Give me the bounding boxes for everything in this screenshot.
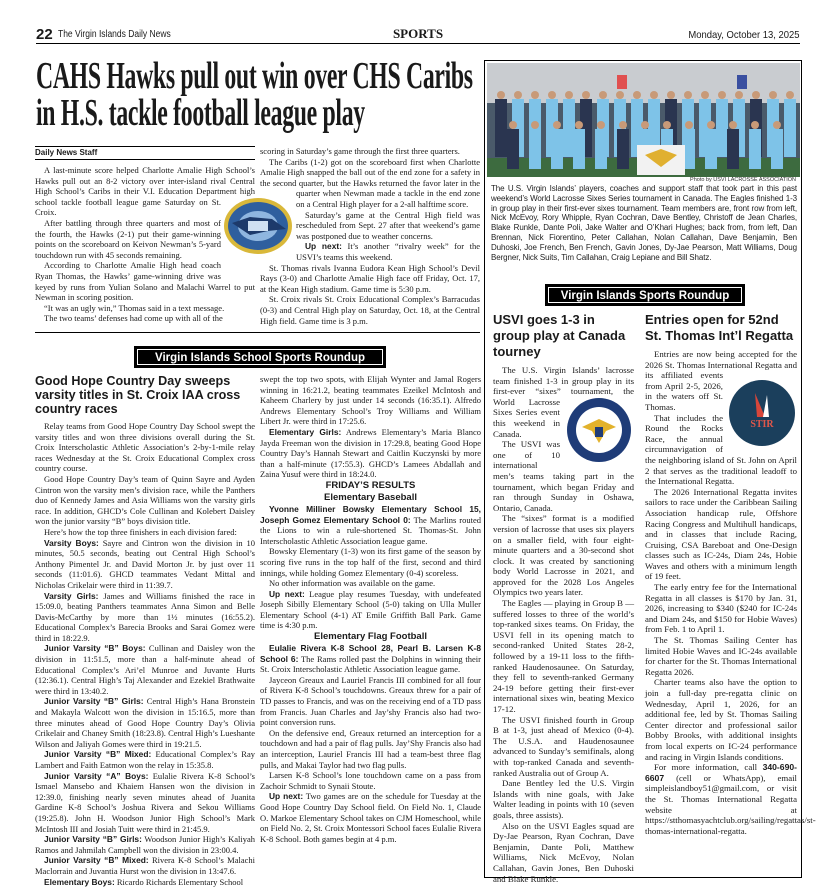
paragraph-text: “It was an ugly win,” Thomas said in a text message. [44,302,225,313]
regatta-story [645,312,816,874]
paragraph [645,677,797,762]
lead-in: Junior Varsity “B” Boys: [44,643,146,654]
lead-in: Varsity Girls: [44,590,99,601]
school-sports-roundup-banner: Virgin Islands School Sports Roundup [134,346,386,368]
paragraph [260,427,481,480]
person-head [729,121,737,129]
paragraph [493,715,634,779]
paragraph-text: A last-minute score helped Charlotte Amalie High School’s Hawks pull out an 8-2 victory over inter-island rival Central High School’s Caribs in their V.I. Education Department high school tackle football league game Saturday on St. Croix. [35,165,255,218]
paragraph-text: Good Hope Country Day’s team of Quinn Sayre and Ayden Cintron won the varsity men’s division race, while the Panthers duo of Kennedy James and Asia Williams won the varsity girls race. In addition, GHCD’s Cole Cullinan and Kolebert Daisley won the junior varsity “B” boys division title. [35,473,255,527]
paragraph [645,762,816,836]
paragraph [260,589,481,631]
person-head [663,121,671,129]
person-body [771,129,783,169]
lead-in: Elementary Girls: [269,426,342,437]
person-body [529,129,541,169]
lead-in: Junior Varsity “A” Boys: [44,770,149,781]
paragraph-text: Central High’s Hana Bronstein and Makayla Walcott won the division in 15:16.5, more than three minutes ahead of Good Hope Country Day’s Olivia Crikelair and Chaney Smith (18:23.8). Central High’s Lueshante Wilson and Jaliyah Gomes were third in 19:21.5. [35,696,255,749]
lead-in: Elementary Boys: [44,876,115,887]
lacrosse-association-logo [560,397,634,463]
person-body [573,129,585,169]
paragraph-text: League play resumes Tuesday, with undefeated Joseph Sibilly Elementary School (5-0) taking on Ulla Muller Elementary School (4-1) AT Emile Griffith Ball Park. Game time is 4:30 p.m. [260,588,482,631]
divider [35,332,480,333]
paragraph [260,675,481,728]
lead-in: Junior Varsity “B” Mixed: [44,749,152,760]
paragraph [645,635,797,677]
school-roundup-column-2 [260,374,481,884]
page-number: 22 [36,26,53,43]
paragraph [35,643,255,696]
lead-in: Up next: [269,791,304,802]
paragraph-text: Sayre and Cintron won the division in 10 minutes, 50.5 seconds, beating out Central High School’s Anthony Pimentel Jr. and David Morton Jr. by just over 11 seconds (11:01.6). GHCD teammates Vedant Mittal and Nicholas Crikelair were third in 11:39.7. [35,537,255,590]
paragraph-text: Larsen K-8 School’s lone touchdown came on a pass from Zachoir Schmidt to Synaii Stoute. [260,770,481,791]
paper-name: The Virgin Islands Daily News [58,29,171,40]
paragraph [260,578,481,589]
paragraph [260,770,481,791]
paragraph-text: Bowsky Elementary (1-3) won its first game of the season by scoring five runs in the top half of the first, second and third innings, while holding Gomez Elementary (0-4) scoreless. [260,546,481,578]
paragraph-text: St. Croix rivals St. Croix Educational Complex’s Barracudas (0-3) and Central High play on Saturday, Oct. 18, at the Central High field. Game time is 3 p.m. [260,294,480,326]
paragraph-text: Rivera K-8 School’s Malachi Maclorrain and Juvantia Hurst won the division in 13:47.6. [35,855,255,876]
paragraph-text: That includes the Round the Rocks Race, the annual circumnavigation of the neighboring island of St. John on April 2 that serves as the traditional leadoff to the International Regatta. [645,412,797,487]
paragraph-text: The early entry fee for the International Regatta in all classes is $170 by Jan. 31, 2026, increasing to $340 ($240 for IC-24s and Diam 24s, and $150 for Hobie Waves) from Feb. 1 to April 1. [645,582,797,635]
person-head [616,91,624,99]
lacrosse-story [493,312,634,884]
photo-credit: Photo by USVI LACROSSE ASSOCIATION [690,177,796,183]
person-head [752,91,760,99]
person-head [597,121,605,129]
paragraph [645,582,797,635]
paragraph-text: The Rams rolled past the Dolphins in winning their St. Croix Interscholastic Athletic Association league game. [260,653,481,675]
paragraph-text: Charter teams also have the option to join a full-day pre-regatta clinic on Wednesday, April 1, 2026, for an additional fee, led by St. Thomas Sailing Center director and professional sailor Bobby Brooks, with additional insights from local experts on IC-24 performance and racing in Virgin Islands conditions. [645,677,797,762]
paragraph [260,504,481,546]
paragraph [35,877,255,887]
section-name: SPORTS [392,26,444,41]
paragraph-text: St. Thomas rivals Ivanna Eudora Kean High School’s Devil Rays (3-0) and Charlotte Amalie High face off Friday, Oct. 17, at the Kean High stadium. Game time is 5:30 p.m. [260,262,480,294]
paragraph-text: Dane Bentley led the U.S. Virgin Islands with nine goals, with Jake Walter leading in points with 10 (seven goals, three assists). [493,778,634,820]
paragraph [260,643,481,675]
person-body [705,129,717,169]
person-head [531,121,539,129]
paragraph [260,294,480,326]
lead-in: Up next: [269,588,305,599]
paragraph-text: Here’s how the top three finishers in each division fared: [44,526,237,537]
person-head [685,121,693,129]
paragraph [35,421,255,474]
person-head [786,91,794,99]
paragraph [35,834,255,855]
person-head [599,91,607,99]
person-body [617,129,629,169]
paragraph [260,728,481,770]
lead-in: Junior Varsity “B” Girls: [44,696,144,707]
paragraph-text: It’s another “rivalry week” for the USVI’s teams this weekend. [296,241,481,262]
paragraph-text: No other information was available on the game. [269,578,436,589]
person-head [701,91,709,99]
lead-in: Varsity Boys: [44,537,99,548]
paragraph-text: Ricardo Richards Elementary School [114,876,244,887]
paragraph-text: The “sixes” format is a modified version of lacrosse that uses six players on a smaller field, with four eight-minute quarters and a 30-second shot clock. It was created by sanctioning body World Lacrosse in 2021, and approved for the 2028 Los Angeles Olympics two years later. [493,513,634,598]
person-head [553,121,561,129]
person-head [769,91,777,99]
person-head [751,121,759,129]
paragraph-text: Saturday’s game at the Central High field was rescheduled from Sept. 27 after that weekend’s game was postponed due to weather concerns. [296,209,480,241]
person-head [650,91,658,99]
person-head [619,121,627,129]
paragraph [35,538,255,591]
paragraph-text: The two teams’ defenses had come up with all of the [44,313,223,324]
regatta-logo [723,379,797,449]
paragraph [35,313,255,324]
lead-in: Junior Varsity “B” Girls: [44,834,142,845]
lead-in: Yvonne Milliner Bowsky Elementary School 15, Joseph Gomez Elementary School 0: [260,503,481,525]
paragraph-text: James and Williams finished the race in 15:09.0, beating Panthers teammates Anna Simon and Belle Davis-McCarthy by more than 1½ minutes (16:55.2). Educational Complex’s Barecia Brooks and Sarai Gomez were third in 18:22.9. [35,590,255,643]
paragraph-text: According to Charlotte Amalie High head coach Ryan Thomas, the Hawks’ game-winning drive was keyed by runs from Yulian Solano and Malachi Warrel to put Newman in scoring position. [35,260,255,303]
phone-number: 340-690-6607 [645,762,797,783]
paragraph [260,546,481,578]
person-head [718,91,726,99]
subhead: Elementary Flag Football [314,631,427,643]
person-head [641,121,649,129]
paragraph [493,778,634,820]
paragraph-text: On the defensive end, Greaux returned an interception for a touchdown and had a pair of flag pulls. Jay’Shy Francis also had an interception, Lauriel Francis III had a team-best three flag pulls, and Makai Taylor had two flag pulls. [260,727,481,770]
lead-in: Junior Varsity “B” Mixed: [44,855,149,866]
paragraph-text: Andrews Elementary’s Maria Blanco Jayda Freeman won the division in 17:29.8, beating Good Hope Country Day’s Hannah Stewart and Caitlin Kuczynski by more than a half-minute (17:55.3). GHCD’s Lamees Abdallah and Zaina Yusuf were third in 18:24.0. [260,426,481,480]
paragraph-text: Relay teams from Good Hope Country Day School swept the varsity titles and won three divisions overall during the St. Croix Interscholastic Athletic Association’s 2-by-1-mile relay races Wednesday at the St. Croix Educational Complex cross country course. [35,421,255,474]
sports-roundup-banner: Virgin Islands Sports Roundup [545,284,745,306]
lead-in: Eulalie Rivera K-8 School 28, Pearl B. Larsen K-8 School 6: [260,643,481,664]
paragraph-text: Cullinan and Daisley won the division in 11:51.5, more than a half-minute ahead of Educational Complex’s Ari’el Munroe and Juvante Hurts (12:36.1). Central High’s Taj Alexander and Ezekiel Brathwaite were third in 13:40.2. [35,643,255,696]
paragraph-text: For more information, call [654,762,763,773]
paragraph-text: The Eagles — playing in Group B — suffered losses to three of the world’s top-ranked sixes teams. On Friday, the USVI fell in its opening match to second-ranked United States 28-2, followed by a 19-11 loss to the fifth-ranked Haudenosaunee. On Saturday, they fell to seventh-ranked Germany 24-19 before getting their first-ever international sixes win, beating Mexico 17-12. [493,598,634,714]
person-head [548,91,556,99]
person-head [582,91,590,99]
person-body [507,129,519,169]
paragraph-text: Jayceon Greaux and Lauriel Francis III combined for all four of Rivera K-8 School’s touchdowns. Greaux threw for a pair of TD passes to Francis, and was on the receiving end of a TD pass from Francis. Juan Charles and Jay’shy Francis also had two-point conversion runs. [260,674,481,728]
paragraph [35,591,255,644]
paragraph-text: The U.S. Virgin Islands’ lacrosse team finished 1-3 in group play in its first-ever “sixes” tournament, the World Lacrosse Sixes Series event this weekend in Canada. [493,365,634,439]
paragraph-text: Woodson Junior High’s Kaliyah Ramos and Jahmilah Campbell won the division in 23:00.4. [35,834,255,855]
person-head [684,91,692,99]
paragraph [35,696,255,749]
paragraph-text: The USVI finished fourth in Group B at 1-3, just ahead of Mexico (0-4). The U.S.A. and Haudenosaunee advanced to Sunday’s semifinals, along with top-ranked Canada and seventh-ranked Australia out of Group A. [493,714,634,778]
main-story-column-2 [260,146,480,330]
byline: Daily News Staff [35,146,255,160]
person-head [575,121,583,129]
person-head [514,91,522,99]
paragraph-text: Two games are on the schedule for Tuesday at the Good Hope Country Day School field. On Field No. 1, Claude O. Markoe Elementary School takes on CJM Homeschool, while on Field No. 2, St. Croix Montessori School faces Eulalie Rivera K-8 School. Both games begin at 4 p.m. [260,791,482,844]
paragraph-text: Eulalie Rivera K-8 School’s Ismael Mansebo and Khaiem Hansen won the division in 12:39.0, finishing nearly seven minutes ahead of Juanita Gardine K-8 School’s Joshua Rivera and Sekou Williams (19:25.8). John H. Woodson Junior High School’s Mark McIntosh III and Josiah Tuitt were third in 21:45.9. [35,770,255,834]
paragraph-text: scoring in Saturday’s game through the first three quarters. [260,146,460,156]
paragraph-text: (cell or WhatsApp), email simpleislandboy51@gmail.com, or visit the St. Thomas International Regatta website at https://stthomasyachtclub.org/sailing/regattas/st-thomas-international-regatta. [645,772,816,836]
page-header [36,26,800,44]
person-head [633,91,641,99]
person-body [784,99,796,157]
photo-caption: The U.S. Virgin Islands’ players, coaches and support staff that took part in this past weekend’s World Lacrosse Sixes Series tournament in Canada. The Eagles finished 1-3 in group play in their first-ever sixes tournament. Team members are, front row from left, Nick McEvoy, Rory Whipple, Ryan Cochran, Dave Bentley, Christoff de Jean Charles, Blake Runkle, Dante Poli, Jake Walter and O’Khari Hughes; back from, from left, Dan Brennan, Nick Fiorentino, Peter Callahan, Nolan Callahan, Dave Benjamin, Ben Duhoski, Joe French, Ben French, Gavin Jones, Dy-Jae Pearson, Matt Williams, Doug Bergner, Nick Suits, Tim Callahan, Craig Lepiane and Bill Shatz. [491,184,797,262]
person-head [667,91,675,99]
person-head [565,91,573,99]
paragraph [35,771,255,835]
paragraph-text: The Caribs (1-2) got on the scoreboard first when Charlotte Amalie High snapped the ball out of the end zone for a safety in the second quarter, but the Hawks returned the favor later in the quarter when Newman made a tackle in the end zone on a Central High player for a 2-all halftime score. [260,156,480,209]
paragraph-text: Educational Complex’s Ray Lambert and Faith Eatmon won the relay in 15:35.8. [35,749,255,770]
person-body [595,129,607,169]
paragraph-text: The St. Thomas Sailing Center has limited Hobie Waves and IC-24s available for charter for the St. Thomas International Regatta 2026. [645,635,797,677]
person-head [773,121,781,129]
paragraph [35,855,255,876]
paragraph [35,527,255,538]
paragraph [493,513,634,598]
paragraph-text: Also on the USVI Eagles squad are Dy-Jae Pearson, Ryan Cochran, Dave Benjamin, Dante Poli, Matthew Williams, Nick McEvoy, Nolan Callahan, Gavin Jones, Ben Duhoski and Blake Runkle. [493,820,634,884]
paragraph [260,146,480,157]
lacrosse-logo-icon [564,397,634,463]
paragraph [35,303,255,314]
main-headline: CAHS Hawks pull out win over CHS Caribs in H.S. tackle football league play [36,55,473,134]
svg-text:STIR: STIR [750,419,774,430]
person-head [509,121,517,129]
paragraph [35,474,255,527]
paragraph-text: The 2026 International Regatta invites sailors to race under the Caribbean Sailing Association handicap rule, Offshore Racing Congress and Multihull handicaps, and in classes that include Racing, Cruising, CSA Bareboat and One-Design classes such as IC-24s, Diam 24s, Hobie Waves and others with a minimum length of 19 feet. [645,486,797,582]
person-body [551,129,563,169]
person-body [749,129,761,169]
subhead: FRIDAY’S RESULTS [325,479,416,491]
person-body [716,99,728,157]
paragraph [35,749,255,770]
lead-in: Up next: [305,241,342,252]
paragraph-text: swept the top two spots, with Elijah Wynter and Jamal Rogers winning in 16:21.2, beating teammates Ezeikel McIntosh and Kaheem Charlery by just under 14 seconds (16:35.1). Alfredo Andrews Elementary School’s Troy Williams and William Libert Jr. were third in 17:25.6. [260,374,481,427]
paragraph-text: After battling through three quarters and most of the fourth, the Hawks (2-1) put their game-winning points on the scoreboard on Keivon Newman’s 5-yard touchdown run with 45 seconds remaining. [35,217,221,260]
paragraph [260,263,480,295]
stir-regatta-logo-icon [727,379,797,447]
school-roundup-headline: Good Hope Country Day sweeps varsity titles in St. Croix IAA cross country races [35,374,241,416]
person-body [495,99,507,157]
paragraph-text: The USVI was one of 10 international men’s teams taking part in the tournament, which began Friday and ran through Sunday in Oshawa, Ontario, Canada. [493,439,634,513]
issue-date: Monday, October 13, 2025 [688,29,800,41]
paragraph [645,487,797,582]
paragraph-text: The Marlins routed the Lions to win a rule-shortened St. Thomas-St. John Interscholastic Athletic Association league game. [260,514,481,546]
paragraph [493,598,634,715]
school-roundup-column-1 [35,374,255,887]
paragraph [260,374,481,427]
lacrosse-team-photo [487,63,800,177]
paragraph [260,791,481,844]
person-head [531,91,539,99]
person-head [707,121,715,129]
paragraph [493,821,634,885]
subhead: Elementary Baseball [324,491,417,503]
person-head [497,91,505,99]
paragraph-text: Entries are now being accepted for the 2026 St. Thomas International Regatta and its affiliated events from April 2-5, 2026, in the waters off St. Thomas. [645,349,797,412]
person-body [727,129,739,169]
regatta-headline: Entries open for 52nd St. Thomas Int’l Regatta [645,312,794,343]
lacrosse-headline: USVI goes 1-3 in group play at Canada tourney [493,312,626,359]
person-head [735,91,743,99]
